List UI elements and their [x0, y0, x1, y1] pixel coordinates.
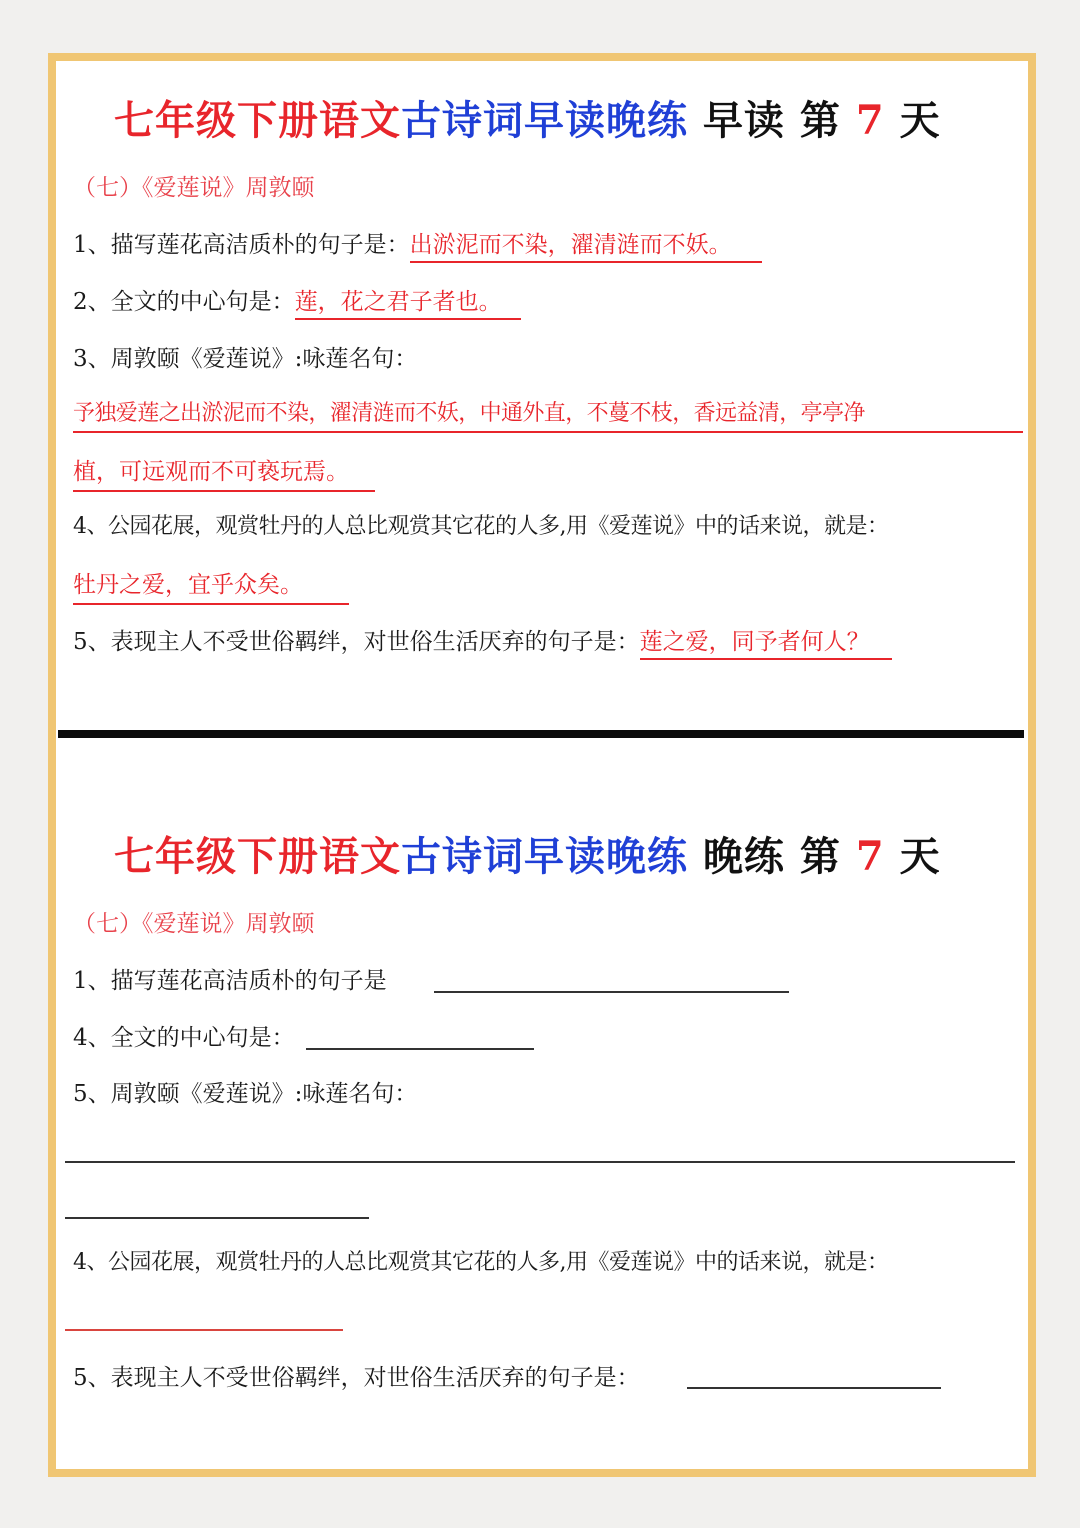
title-blue-part: 古诗词早读晚练 — [401, 97, 688, 144]
morning-question-3-answer-line-1: 予独爱莲之出淤泥而不染，濯清涟而不妖，中通外直，不蔓不枝，香远益清，亭亭净 — [73, 396, 1023, 433]
question-answer: 出淤泥而不染，濯清涟而不妖。 — [410, 226, 762, 263]
title-day-prefix: 第 — [799, 833, 841, 880]
question-answer: 莲之爱，同予者何人？ — [640, 623, 892, 660]
title-blue-part: 古诗词早读晚练 — [401, 833, 688, 880]
morning-question-2 — [73, 283, 521, 320]
evening-question-2: 4、全文的中心句是： — [73, 1025, 295, 1051]
question-prompt: 5、表现主人不受世俗羁绊，对世俗生活厌弃的句子是： — [73, 629, 640, 655]
title-day-suffix: 天 — [899, 833, 941, 880]
evening-section-label: （七）《爱莲说》周敦颐 — [73, 911, 315, 937]
title-day-suffix: 天 — [899, 97, 941, 144]
morning-title — [114, 89, 982, 146]
answer-blank-5[interactable] — [687, 1387, 941, 1389]
question-prompt: 1、描写莲花高洁质朴的句子是： — [73, 232, 410, 258]
morning-question-3-answer-line-2: 植，可远观而不可亵玩焉。 — [73, 453, 375, 492]
title-session-label: 晚练 — [702, 833, 785, 880]
morning-question-3 — [73, 340, 417, 373]
question-answer: 莲，花之君子者也。 — [295, 283, 521, 320]
evening-question-5: 5、表现主人不受世俗羁绊，对世俗生活厌弃的句子是： — [73, 1365, 640, 1391]
section-divider — [58, 730, 1024, 738]
title-day-number: 7 — [855, 97, 885, 144]
evening-question-3: 5、周敦颐《爱莲说》:咏莲名句： — [73, 1081, 418, 1107]
title-day-prefix: 第 — [799, 97, 841, 144]
evening-question-4: 4、公园花展，观赏牡丹的人总比观赏其它花的人多,用《爱莲说》中的话来说，就是： — [73, 1250, 889, 1275]
morning-question-1 — [73, 226, 762, 263]
morning-question-4-answer: 牡丹之爱，宜乎众矣。 — [73, 566, 349, 605]
title-red-part: 七年级下册语文 — [114, 833, 401, 880]
title-day-number: 7 — [855, 833, 885, 880]
morning-question-5 — [73, 623, 892, 660]
answer-blank-3a[interactable] — [65, 1161, 1015, 1163]
answer-blank-2[interactable] — [306, 1048, 534, 1050]
morning-section-label: （七）《爱莲说》周敦颐 — [73, 175, 315, 201]
evening-title — [114, 825, 982, 882]
evening-question-1: 1、描写莲花高洁质朴的句子是 — [73, 968, 387, 994]
answer-blank-4[interactable] — [65, 1329, 343, 1331]
title-session-label: 早读 — [702, 97, 785, 144]
question-prompt: 3、周敦颐《爱莲说》:咏莲名句： — [73, 346, 418, 372]
question-prompt: 2、全文的中心句是： — [73, 289, 295, 315]
answer-blank-3b[interactable] — [65, 1217, 369, 1219]
title-red-part: 七年级下册语文 — [114, 97, 401, 144]
morning-question-4: 4、公园花展，观赏牡丹的人总比观赏其它花的人多,用《爱莲说》中的话来说，就是： — [73, 514, 889, 539]
answer-blank-1[interactable] — [434, 991, 789, 993]
worksheet-frame — [48, 53, 1036, 1477]
